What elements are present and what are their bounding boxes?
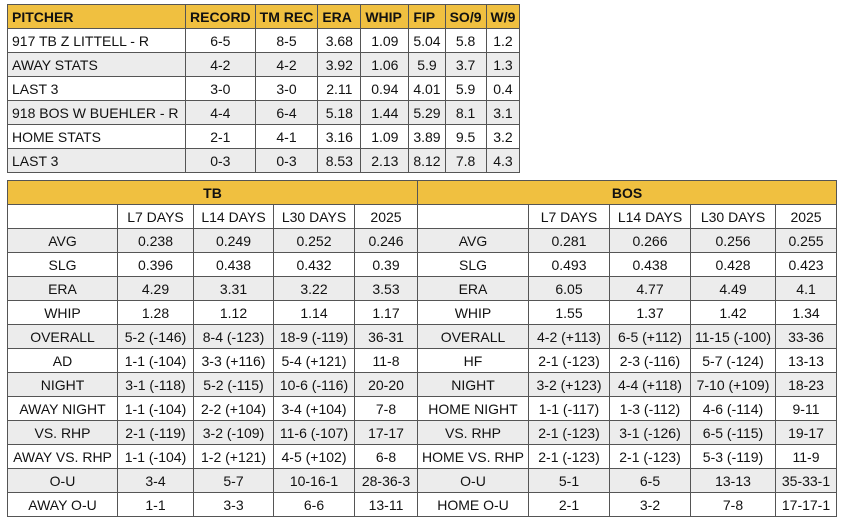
period-header: L14 DAYS: [610, 205, 691, 229]
team-left-stat-label: OVERALL: [8, 325, 118, 349]
team-left-stat-cell: 3.31: [194, 277, 274, 301]
team-right-stat-cell: 4-4 (+118): [610, 373, 691, 397]
team-right-stat-label: O-U: [418, 469, 529, 493]
team-right-stat-label: HF: [418, 349, 529, 373]
pitcher-stats-table: [7, 4, 520, 173]
table-row: [8, 277, 837, 301]
team-right-stat-cell: 0.493: [529, 253, 610, 277]
team-right-stat-cell: 4.77: [610, 277, 691, 301]
blank-header-cell: [418, 205, 529, 229]
team-right-stat-cell: 0.256: [691, 229, 776, 253]
blank-header-cell: [8, 205, 118, 229]
team-left-name: TB: [8, 181, 418, 205]
pitcher-col-header: PITCHER: [8, 5, 186, 29]
team-left-stat-label: AWAY O-U: [8, 493, 118, 517]
team-right-stat-cell: 3-2: [610, 493, 691, 517]
team-left-stat-cell: 11-8: [355, 349, 418, 373]
pitcher-header-row: [8, 5, 520, 29]
pitcher-stat-cell: 3-0: [255, 77, 318, 101]
table-row: [8, 301, 837, 325]
period-header: 2025: [355, 205, 418, 229]
team-left-stat-cell: 3-2 (-109): [194, 421, 274, 445]
team-left-stat-label: VS. RHP: [8, 421, 118, 445]
period-header-row: [8, 205, 837, 229]
team-right-stat-cell: 4.1: [776, 277, 837, 301]
table-row: [8, 125, 520, 149]
pitcher-stat-cell: 5.18: [318, 101, 361, 125]
team-right-stat-label: NIGHT: [418, 373, 529, 397]
team-left-stat-cell: 36-31: [355, 325, 418, 349]
team-right-stat-cell: 2-3 (-116): [610, 349, 691, 373]
team-right-stat-cell: 0.266: [610, 229, 691, 253]
team-left-stat-cell: 0.238: [118, 229, 194, 253]
team-right-stat-cell: 5-3 (-119): [691, 445, 776, 469]
period-header: L30 DAYS: [274, 205, 355, 229]
team-left-stat-cell: 1-1 (-104): [118, 349, 194, 373]
pitcher-stat-cell: 0-3: [186, 149, 256, 173]
team-right-stat-cell: 6-5: [610, 469, 691, 493]
team-left-stat-label: SLG: [8, 253, 118, 277]
team-left-stat-cell: 0.396: [118, 253, 194, 277]
table-row: [8, 445, 837, 469]
team-left-stat-cell: 3.53: [355, 277, 418, 301]
period-header: L14 DAYS: [194, 205, 274, 229]
table-row: [8, 101, 520, 125]
team-left-stat-cell: 0.249: [194, 229, 274, 253]
pitcher-stat-cell: 8.1: [445, 101, 486, 125]
pitcher-col-header: SO/9: [445, 5, 486, 29]
team-left-stat-cell: 0.39: [355, 253, 418, 277]
team-left-stat-cell: 3-1 (-118): [118, 373, 194, 397]
pitcher-col-header: TM REC: [255, 5, 318, 29]
pitcher-stat-cell: 5.9: [445, 77, 486, 101]
pitcher-row-label: 917 TB Z LITTELL - R: [8, 29, 186, 53]
pitcher-stat-cell: 1.09: [361, 125, 409, 149]
pitcher-stat-cell: 4.3: [486, 149, 520, 173]
team-left-stat-cell: 20-20: [355, 373, 418, 397]
team-right-stat-cell: 6-5 (+112): [610, 325, 691, 349]
table-row: [8, 149, 520, 173]
team-right-stat-cell: 1.37: [610, 301, 691, 325]
team-right-stat-cell: 11-9: [776, 445, 837, 469]
team-left-stat-cell: 3-3 (+116): [194, 349, 274, 373]
table-row: [8, 421, 837, 445]
table-row: [8, 325, 837, 349]
team-stats-table: [7, 180, 837, 517]
pitcher-stat-cell: 2.11: [318, 77, 361, 101]
period-header: L30 DAYS: [691, 205, 776, 229]
team-left-stat-cell: 1-1 (-104): [118, 445, 194, 469]
pitcher-col-header: FIP: [409, 5, 445, 29]
team-left-stat-label: AD: [8, 349, 118, 373]
team-left-stat-cell: 1.28: [118, 301, 194, 325]
pitcher-col-header: ERA: [318, 5, 361, 29]
team-left-stat-cell: 5-7: [194, 469, 274, 493]
team-left-stat-cell: 28-36-3: [355, 469, 418, 493]
team-left-stat-cell: 17-17: [355, 421, 418, 445]
table-row: [8, 77, 520, 101]
team-right-stat-cell: 5-1: [529, 469, 610, 493]
pitcher-col-header: WHIP: [361, 5, 409, 29]
pitcher-stat-cell: 3.92: [318, 53, 361, 77]
team-left-stat-cell: 6-8: [355, 445, 418, 469]
team-right-stat-cell: 3-2 (+123): [529, 373, 610, 397]
team-right-stat-cell: 33-36: [776, 325, 837, 349]
pitcher-stat-cell: 6-4: [255, 101, 318, 125]
pitcher-stat-cell: 5.9: [409, 53, 445, 77]
team-left-stat-cell: 1-2 (+121): [194, 445, 274, 469]
team-right-stat-cell: 1.42: [691, 301, 776, 325]
pitcher-stat-cell: 0.4: [486, 77, 520, 101]
team-right-stat-cell: 3-1 (-126): [610, 421, 691, 445]
team-left-stat-cell: 1.14: [274, 301, 355, 325]
pitcher-stat-cell: 7.8: [445, 149, 486, 173]
team-right-stat-cell: 2-1 (-123): [529, 421, 610, 445]
table-row: [8, 53, 520, 77]
team-left-stat-label: AVG: [8, 229, 118, 253]
pitcher-stat-cell: 5.04: [409, 29, 445, 53]
team-left-stat-cell: 5-2 (-115): [194, 373, 274, 397]
team-right-stat-cell: 2-1: [529, 493, 610, 517]
table-row: [8, 29, 520, 53]
team-right-stat-cell: 6-5 (-115): [691, 421, 776, 445]
team-right-stat-cell: 1.34: [776, 301, 837, 325]
team-left-stat-label: AWAY VS. RHP: [8, 445, 118, 469]
team-right-stat-label: HOME O-U: [418, 493, 529, 517]
team-right-stat-label: AVG: [418, 229, 529, 253]
team-left-stat-label: WHIP: [8, 301, 118, 325]
pitcher-stat-cell: 8.12: [409, 149, 445, 173]
team-left-stat-cell: 5-4 (+121): [274, 349, 355, 373]
team-left-stat-cell: 0.438: [194, 253, 274, 277]
table-row: [8, 373, 837, 397]
period-header: 2025: [776, 205, 837, 229]
period-header: L7 DAYS: [529, 205, 610, 229]
team-left-stat-label: ERA: [8, 277, 118, 301]
pitcher-stat-cell: 4-1: [255, 125, 318, 149]
table-row: [8, 229, 837, 253]
team-left-stat-cell: 5-2 (-146): [118, 325, 194, 349]
team-left-stat-cell: 10-6 (-116): [274, 373, 355, 397]
pitcher-stat-cell: 5.8: [445, 29, 486, 53]
team-left-stat-cell: 3-4 (+104): [274, 397, 355, 421]
team-left-stat-cell: 3-4: [118, 469, 194, 493]
team-left-stat-label: NIGHT: [8, 373, 118, 397]
team-right-stat-cell: 2-1 (-123): [529, 349, 610, 373]
pitcher-row-label: LAST 3: [8, 149, 186, 173]
pitcher-stat-cell: 1.44: [361, 101, 409, 125]
team-left-stat-cell: 1-1 (-104): [118, 397, 194, 421]
table-row: [8, 349, 837, 373]
team-right-stat-cell: 4-2 (+113): [529, 325, 610, 349]
team-right-stat-cell: 35-33-1: [776, 469, 837, 493]
pitcher-stat-cell: 4-2: [255, 53, 318, 77]
pitcher-col-header: W/9: [486, 5, 520, 29]
pitcher-stat-cell: 8.53: [318, 149, 361, 173]
team-left-stat-cell: 0.246: [355, 229, 418, 253]
pitcher-stat-cell: 1.06: [361, 53, 409, 77]
team-right-stat-cell: 1-3 (-112): [610, 397, 691, 421]
pitcher-stat-cell: 3.1: [486, 101, 520, 125]
team-right-stat-cell: 11-15 (-100): [691, 325, 776, 349]
team-right-stat-cell: 0.428: [691, 253, 776, 277]
pitcher-stat-cell: 2-1: [186, 125, 256, 149]
table-row: [8, 253, 837, 277]
team-right-stat-cell: 2-1 (-123): [610, 445, 691, 469]
pitcher-row-label: HOME STATS: [8, 125, 186, 149]
pitcher-stat-cell: 8-5: [255, 29, 318, 53]
pitcher-stat-cell: 0-3: [255, 149, 318, 173]
team-left-stat-cell: 8-4 (-123): [194, 325, 274, 349]
pitcher-stat-cell: 4.01: [409, 77, 445, 101]
pitcher-stat-cell: 3.16: [318, 125, 361, 149]
team-name-row: [8, 181, 837, 205]
pitcher-stat-cell: 0.94: [361, 77, 409, 101]
team-left-stat-cell: 3-3: [194, 493, 274, 517]
pitcher-stat-cell: 5.29: [409, 101, 445, 125]
team-left-stat-cell: 1-1: [118, 493, 194, 517]
team-right-stat-cell: 1.55: [529, 301, 610, 325]
team-left-stat-cell: 3.22: [274, 277, 355, 301]
team-right-stat-cell: 4-6 (-114): [691, 397, 776, 421]
team-right-stat-cell: 19-17: [776, 421, 837, 445]
pitcher-stat-cell: 1.3: [486, 53, 520, 77]
table-row: [8, 469, 837, 493]
team-right-stat-cell: 0.255: [776, 229, 837, 253]
table-row: [8, 397, 837, 421]
pitcher-row-label: 918 BOS W BUEHLER - R: [8, 101, 186, 125]
pitcher-stat-cell: 3.68: [318, 29, 361, 53]
pitcher-stat-cell: 1.09: [361, 29, 409, 53]
team-right-stat-cell: 17-17-1: [776, 493, 837, 517]
team-right-stat-cell: 7-10 (+109): [691, 373, 776, 397]
team-left-stat-cell: 0.252: [274, 229, 355, 253]
team-left-stat-cell: 11-6 (-107): [274, 421, 355, 445]
table-row: [8, 493, 837, 517]
team-left-stat-cell: 0.432: [274, 253, 355, 277]
team-right-stat-cell: 0.423: [776, 253, 837, 277]
team-right-stat-cell: 5-7 (-124): [691, 349, 776, 373]
team-right-stat-cell: 7-8: [691, 493, 776, 517]
team-left-stat-label: O-U: [8, 469, 118, 493]
team-left-stat-cell: 1.17: [355, 301, 418, 325]
team-right-stat-cell: 13-13: [691, 469, 776, 493]
pitcher-stat-cell: 3.89: [409, 125, 445, 149]
pitcher-stat-cell: 9.5: [445, 125, 486, 149]
team-left-stat-cell: 7-8: [355, 397, 418, 421]
pitcher-stat-cell: 4-2: [186, 53, 256, 77]
team-right-stat-cell: 4.49: [691, 277, 776, 301]
team-right-stat-label: WHIP: [418, 301, 529, 325]
pitcher-row-label: LAST 3: [8, 77, 186, 101]
team-right-stat-label: HOME NIGHT: [418, 397, 529, 421]
team-left-stat-cell: 10-16-1: [274, 469, 355, 493]
team-left-stat-cell: 1.12: [194, 301, 274, 325]
pitcher-stat-cell: 3.7: [445, 53, 486, 77]
pitcher-col-header: RECORD: [186, 5, 256, 29]
team-right-stat-cell: 0.281: [529, 229, 610, 253]
team-right-stat-cell: 0.438: [610, 253, 691, 277]
team-right-stat-label: SLG: [418, 253, 529, 277]
team-right-stat-cell: 2-1 (-123): [529, 445, 610, 469]
team-right-stat-cell: 18-23: [776, 373, 837, 397]
team-left-stat-cell: 2-1 (-119): [118, 421, 194, 445]
team-right-stat-label: VS. RHP: [418, 421, 529, 445]
team-right-stat-cell: 1-1 (-117): [529, 397, 610, 421]
team-left-stat-label: AWAY NIGHT: [8, 397, 118, 421]
team-left-stat-cell: 6-6: [274, 493, 355, 517]
team-right-stat-cell: 13-13: [776, 349, 837, 373]
pitcher-stat-cell: 3.2: [486, 125, 520, 149]
team-left-stat-cell: 4-5 (+102): [274, 445, 355, 469]
team-right-stat-cell: 9-11: [776, 397, 837, 421]
team-left-stat-cell: 13-11: [355, 493, 418, 517]
period-header: L7 DAYS: [118, 205, 194, 229]
pitcher-stat-cell: 6-5: [186, 29, 256, 53]
team-right-stat-label: HOME VS. RHP: [418, 445, 529, 469]
team-right-stat-label: ERA: [418, 277, 529, 301]
pitcher-row-label: AWAY STATS: [8, 53, 186, 77]
team-left-stat-cell: 4.29: [118, 277, 194, 301]
pitcher-stat-cell: 2.13: [361, 149, 409, 173]
team-right-stat-cell: 6.05: [529, 277, 610, 301]
team-left-stat-cell: 18-9 (-119): [274, 325, 355, 349]
pitcher-stat-cell: 4-4: [186, 101, 256, 125]
pitcher-stat-cell: 1.2: [486, 29, 520, 53]
team-right-stat-label: OVERALL: [418, 325, 529, 349]
pitcher-stat-cell: 3-0: [186, 77, 256, 101]
team-right-name: BOS: [418, 181, 837, 205]
team-left-stat-cell: 2-2 (+104): [194, 397, 274, 421]
